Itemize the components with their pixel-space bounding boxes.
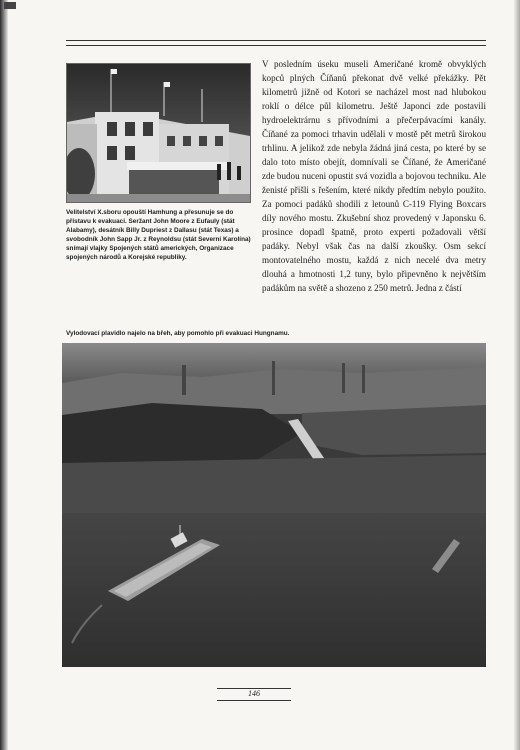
header-double-rule <box>66 40 486 46</box>
bottom-photo-caption: Vylodovací plavidlo najelo na břeh, aby pomohlo při evakuaci Hungnamu. <box>66 330 290 337</box>
page-number: 146 <box>248 689 260 698</box>
top-photo-caption: Velitelství X.sboru opouští Hamhung a přesunuje se do přístavu k evakuaci. Seržant John Moore z Eufauly (stát Alabamy), desátník Billy Dupriest z Dallasu (stát Texas) a svobodník John Sapp Jr. z Reynoldsu (stát Severní Karolína) snímají vlajky Spojených států amerických, Organizace spojených národů a Korejské republiky. <box>66 209 251 261</box>
headquarters-photo <box>66 63 251 203</box>
body-text: V posledním úseku museli Američané kromě obvyklých kopců plných Číňanů překonat dvě velké překážky. Pět kilometrů jižně od Kotori se nacházel most nad hlubokou roklí o délce půl kilometru. Ještě Japonci zde postavili hydroelektrárnu s přívodními a přečerpávacími kanály. Číňané za pomoci trhavin udělali v mostě pět metrů širokou trhlinu. A jelikož zde nebyla žádná jiná cesta, po které by se dalo toto místo obejít, domnívali se Číňané, že Američané zde budou nuceni opustit svá vozidla a bojovou techniku. Ale ženisté přišli s řešením, které nikdy předtím nebylo použito. Za pomoci padáků shodili z letounů C-119 Flying Boxcars díly nového mostu. Zkušební shoz provedený v Japonsku 6. prosince dopadl špatně, proto experti požadovali větší padáky. Nebyl však čas na další zkoušky. Osm sekcí montovatelného mostu, každá z nich necelé dva metry dlouhá a hmotnosti 1,2 tuny, bylo připevněno k největším padákům na světě a shozeno z 250 metrů. Jedna z částí <box>262 59 486 293</box>
landing-ship-photo <box>62 343 486 667</box>
page-right-edge <box>514 0 520 750</box>
page-binding-edge <box>0 0 8 750</box>
folio-rule-bottom <box>217 700 291 701</box>
page-corner-mark <box>4 2 16 9</box>
